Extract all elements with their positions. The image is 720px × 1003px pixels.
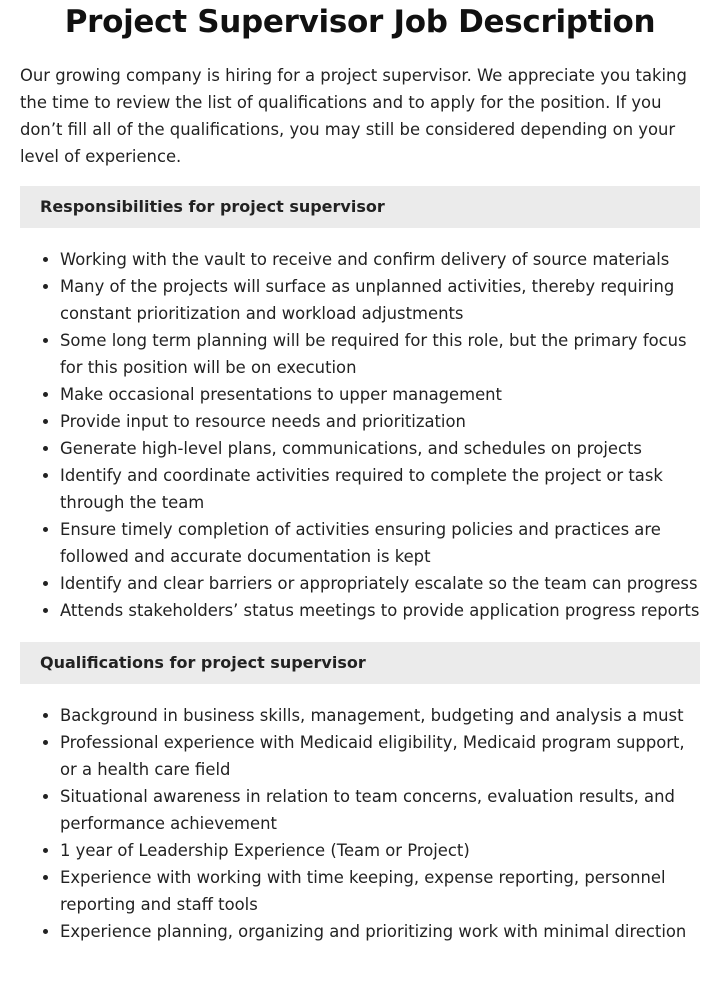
list-item: • Some long term planning will be required for this role, but the primary focus for this position will be on execution [60,327,700,381]
list-item: • Situational awareness in relation to team concerns, evaluation results, and performance achievement [60,783,700,837]
list-item: • Professional experience with Medicaid eligibility, Medicaid program support, or a health care field [60,729,700,783]
qualifications-list [20,702,700,945]
list-item: • Provide input to resource needs and prioritization [60,408,700,435]
list-item: • Attends stakeholders’ status meetings to provide application progress reports [60,597,700,624]
responsibilities-heading: Responsibilities for project supervisor [20,186,700,228]
responsibilities-list [20,246,700,624]
list-item: • Identify and clear barriers or appropriately escalate so the team can progress [60,570,700,597]
list-item: • Experience planning, organizing and prioritizing work with minimal direction [60,918,700,945]
list-item: • Make occasional presentations to upper management [60,381,700,408]
list-item: • Ensure timely completion of activities ensuring policies and practices are followed and accurate documentation is kept [60,516,700,570]
intro-paragraph: Our growing company is hiring for a project supervisor. We appreciate you taking the time to review the list of qualifications and to apply for the position. If you don’t fill all of the qualifications, you may still be considered depending on your level of experience. [20,66,687,166]
list-item: • Background in business skills, management, budgeting and analysis a must [60,702,700,729]
list-item: • Many of the projects will surface as unplanned activities, thereby requiring constant prioritization and workload adjustments [60,273,700,327]
list-item: • Identify and coordinate activities required to complete the project or task through the team [60,462,700,516]
list-item: • Working with the vault to receive and confirm delivery of source materials [60,246,700,273]
list-item: • Experience with working with time keeping, expense reporting, personnel reporting and staff tools [60,864,700,918]
list-item: • 1 year of Leadership Experience (Team or Project) [60,837,700,864]
qualifications-heading: Qualifications for project supervisor [20,642,700,684]
list-item: • Generate high-level plans, communications, and schedules on projects [60,435,700,462]
page-title: Project Supervisor Job Description [64,4,656,40]
